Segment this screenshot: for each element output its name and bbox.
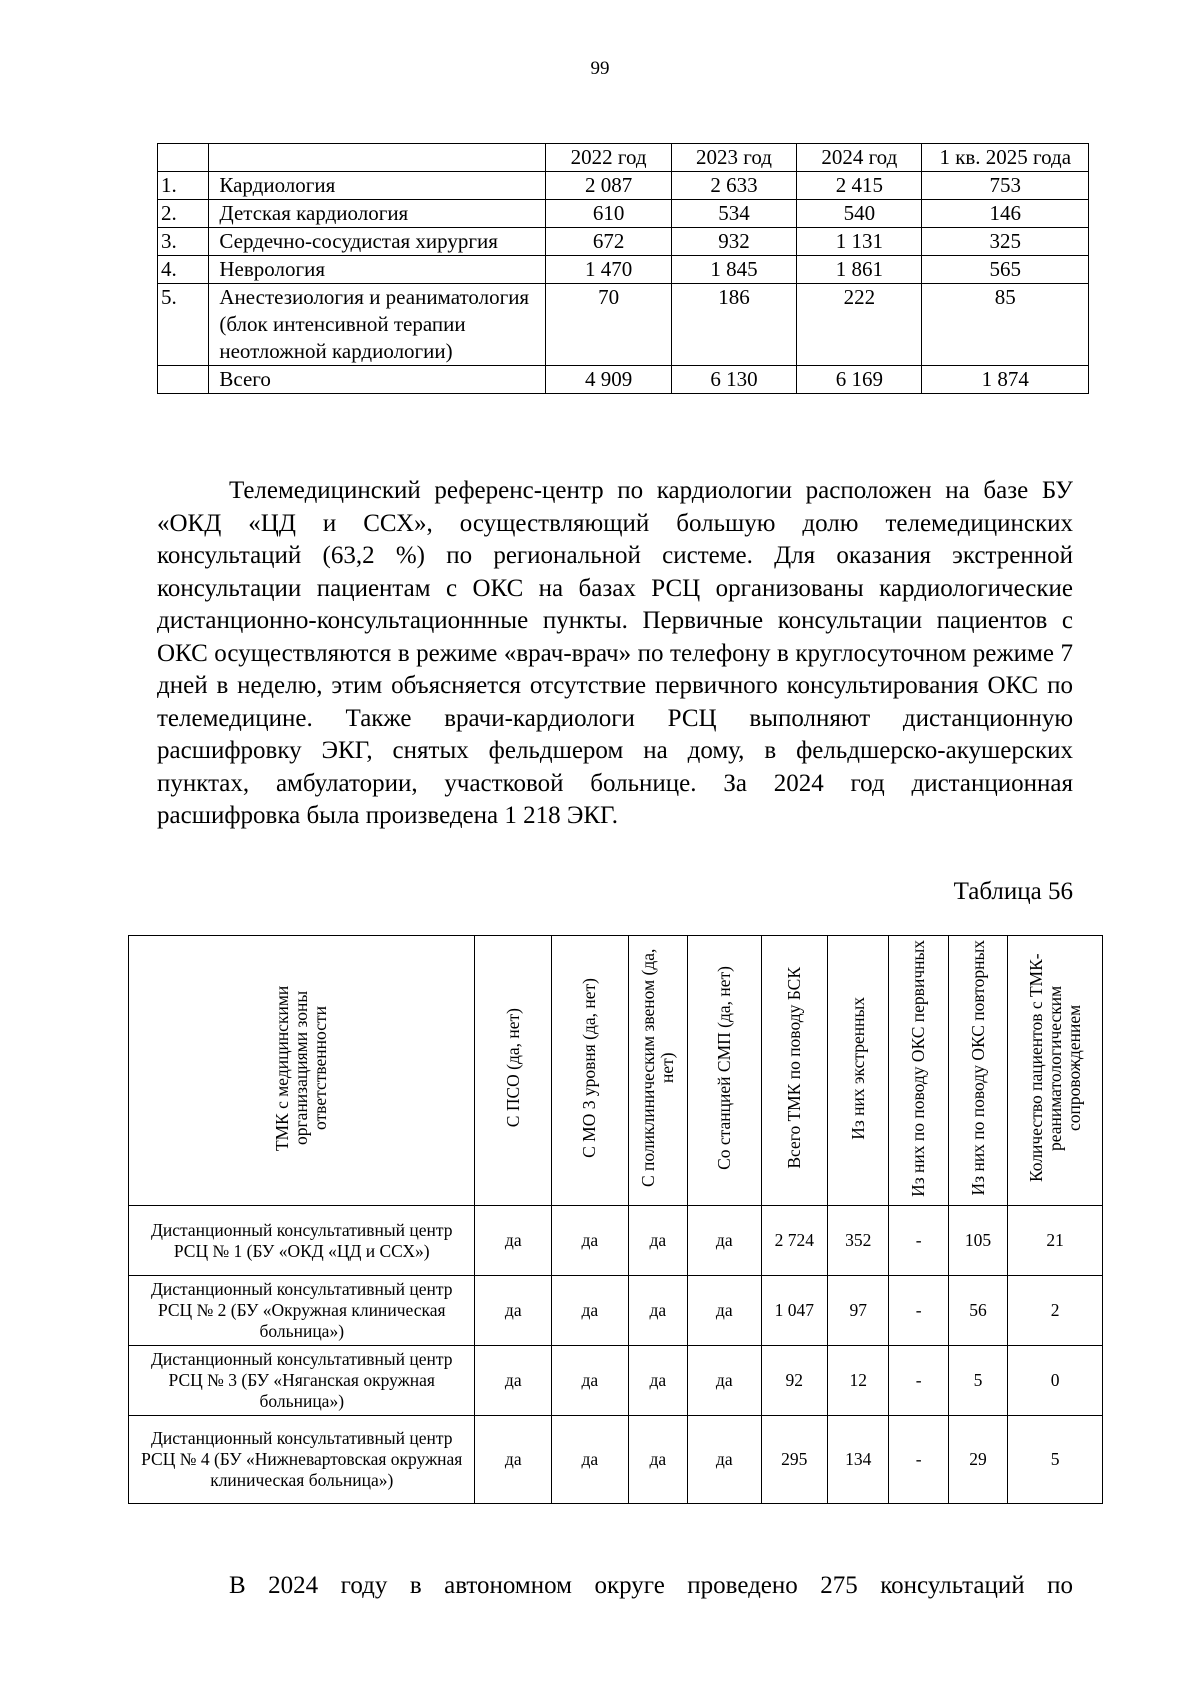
cell-value: 21	[1008, 1206, 1103, 1276]
cell-value: 1 845	[671, 256, 796, 284]
cell-value: 610	[546, 200, 671, 228]
row-name: Детская кардиология	[209, 200, 546, 228]
cell-value: 2 633	[671, 172, 796, 200]
row-name: Неврология	[209, 256, 546, 284]
body-paragraph-continued: В 2024 году в автономном округе проведено 275 консультаций по	[229, 1572, 1073, 1599]
header-cell	[889, 936, 948, 1206]
header-text: Всего ТМК по поводу БСК	[783, 967, 804, 1169]
header-cell	[209, 144, 546, 172]
cell-value: 2	[1008, 1276, 1103, 1346]
row-index: 2.	[158, 200, 209, 228]
table-row	[129, 1416, 1103, 1504]
cell-value: 85	[922, 284, 1089, 366]
cell-value: 932	[671, 228, 796, 256]
cell-value: 0	[1008, 1346, 1103, 1416]
cell-value: 1 861	[797, 256, 922, 284]
cell-value: -	[889, 1276, 948, 1346]
cell-value: 4 909	[546, 366, 671, 394]
cell-value: 6 130	[671, 366, 796, 394]
header-text: С МО 3 уровня (да, нет)	[579, 978, 600, 1158]
header-cell	[761, 936, 827, 1206]
header-cell: 2022 год	[546, 144, 671, 172]
table-total-row	[158, 366, 1089, 394]
header-cell	[158, 144, 209, 172]
header-text: С поликлиническим звеном (да, нет)	[637, 948, 677, 1188]
cell-value: 56	[948, 1276, 1007, 1346]
cell-value: 2 724	[761, 1206, 827, 1276]
row-index	[158, 366, 209, 394]
center-name: Дистанционный консультативный центр РСЦ № 2 (БУ «Окружная клиническая больница»)	[129, 1276, 475, 1346]
cell-value: да	[628, 1206, 687, 1276]
header-text: С ПСО (да, нет)	[502, 1008, 523, 1128]
header-cell	[475, 936, 552, 1206]
table-row	[129, 1206, 1103, 1276]
cell-value: 540	[797, 200, 922, 228]
cell-value: 29	[948, 1416, 1007, 1504]
cell-value: -	[889, 1346, 948, 1416]
cell-value: 534	[671, 200, 796, 228]
center-name: Дистанционный консультативный центр РСЦ № 4 (БУ «Нижневартовская окружная клиническая больница»)	[129, 1416, 475, 1504]
cell-value: да	[552, 1206, 629, 1276]
cell-value: 1 047	[761, 1276, 827, 1346]
cell-value: 12	[827, 1346, 888, 1416]
cell-value: 6 169	[797, 366, 922, 394]
header-text: Из них экстренных	[847, 996, 868, 1140]
cell-value: да	[552, 1346, 629, 1416]
header-text: Из них по поводу ОКС первичных	[908, 939, 929, 1197]
cell-value: 105	[948, 1206, 1007, 1276]
header-cell: 2024 год	[797, 144, 922, 172]
table-caption: Таблица 56	[953, 878, 1073, 905]
cell-value: да	[475, 1416, 552, 1504]
center-name: Дистанционный консультативный центр РСЦ № 3 (БУ «Няганская окружная больница»)	[129, 1346, 475, 1416]
cell-value: 97	[827, 1276, 888, 1346]
row-index: 3.	[158, 228, 209, 256]
header-cell	[129, 936, 475, 1206]
header-cell	[628, 936, 687, 1206]
cell-value: да	[552, 1276, 629, 1346]
table-header-row	[129, 936, 1103, 1206]
cell-value: 1 131	[797, 228, 922, 256]
row-name: Кардиология	[209, 172, 546, 200]
header-cell	[827, 936, 888, 1206]
header-cell	[688, 936, 762, 1206]
table-row	[158, 256, 1089, 284]
cell-value: -	[889, 1416, 948, 1504]
row-name: Анестезиология и реаниматология (блок интенсивной терапии неотложной кардиологии)	[209, 284, 546, 366]
table-row	[129, 1346, 1103, 1416]
cell-value: 5	[948, 1346, 1007, 1416]
cell-value: 134	[827, 1416, 888, 1504]
cell-value: 186	[671, 284, 796, 366]
cell-value: 92	[761, 1346, 827, 1416]
telemedicine-centers-table	[128, 935, 1103, 1504]
header-cell: 2023 год	[671, 144, 796, 172]
row-index: 1.	[158, 172, 209, 200]
specialty-consultations-table	[157, 143, 1089, 394]
header-cell	[552, 936, 629, 1206]
cell-value: да	[628, 1276, 687, 1346]
cell-value: да	[628, 1416, 687, 1504]
row-name: Всего	[209, 366, 546, 394]
cell-value: 5	[1008, 1416, 1103, 1504]
table-row	[129, 1276, 1103, 1346]
cell-value: 146	[922, 200, 1089, 228]
header-cell	[948, 936, 1007, 1206]
cell-value: 2 415	[797, 172, 922, 200]
cell-value: 753	[922, 172, 1089, 200]
cell-value: да	[688, 1276, 762, 1346]
page-number: 99	[590, 58, 610, 79]
header-text: Из них по поводу ОКС повторных	[967, 940, 988, 1196]
cell-value: 1 874	[922, 366, 1089, 394]
table-row	[158, 172, 1089, 200]
cell-value: 325	[922, 228, 1089, 256]
cell-value: да	[552, 1416, 629, 1504]
cell-value: 672	[546, 228, 671, 256]
cell-value: -	[889, 1206, 948, 1276]
cell-value: да	[688, 1416, 762, 1504]
row-index: 4.	[158, 256, 209, 284]
header-text: ТМК с медицинскими организациями зоны ответственности	[272, 985, 331, 1151]
cell-value: да	[475, 1346, 552, 1416]
table-row	[158, 200, 1089, 228]
table-header-row	[158, 144, 1089, 172]
cell-value: да	[688, 1346, 762, 1416]
cell-value: 2 087	[546, 172, 671, 200]
cell-value: да	[628, 1346, 687, 1416]
header-text: Количество пациентов с ТМК-реаниматологическим сопровождением	[1025, 953, 1084, 1183]
table-row	[158, 284, 1089, 366]
cell-value: да	[475, 1276, 552, 1346]
cell-value: 295	[761, 1416, 827, 1504]
cell-value: 1 470	[546, 256, 671, 284]
body-paragraph: Телемедицинский референс-центр по кардиологии расположен на базе БУ «ОКД «ЦД и ССХ», осуществляющий большую долю телемедицинских консультаций (63,2 %) по региональной системе. Для оказания экстренной консультации пациентам с ОКС на базах РСЦ организованы кардиологические дистанционно-консультационнные пункты. Первичные консультации пациентов с ОКС осуществляются в режиме «врач-врач» по телефону в круглосуточном режиме 7 дней в неделю, этим объясняется отсутствие первичного консультирования ОКС по телемедицине. Также врачи-кардиологи РСЦ выполняют дистанционную расшифровку ЭКГ, снятых фельдшером на дому, в фельдшерско-акушерских пунктах, амбулатории, участковой больнице. За 2024 год дистанционная расшифровка была произведена 1 218 ЭКГ.	[157, 477, 1073, 829]
row-name: Сердечно-сосудистая хирургия	[209, 228, 546, 256]
cell-value: 222	[797, 284, 922, 366]
row-index: 5.	[158, 284, 209, 366]
table-row	[158, 228, 1089, 256]
cell-value: 565	[922, 256, 1089, 284]
header-cell	[1008, 936, 1103, 1206]
cell-value: да	[475, 1206, 552, 1276]
cell-value: 352	[827, 1206, 888, 1276]
cell-value: 70	[546, 284, 671, 366]
header-cell: 1 кв. 2025 года	[922, 144, 1089, 172]
cell-value: да	[688, 1206, 762, 1276]
center-name: Дистанционный консультативный центр РСЦ № 1 (БУ «ОКД «ЦД и ССХ»)	[129, 1206, 475, 1276]
header-text: Со станцией СМП (да, нет)	[713, 966, 734, 1170]
